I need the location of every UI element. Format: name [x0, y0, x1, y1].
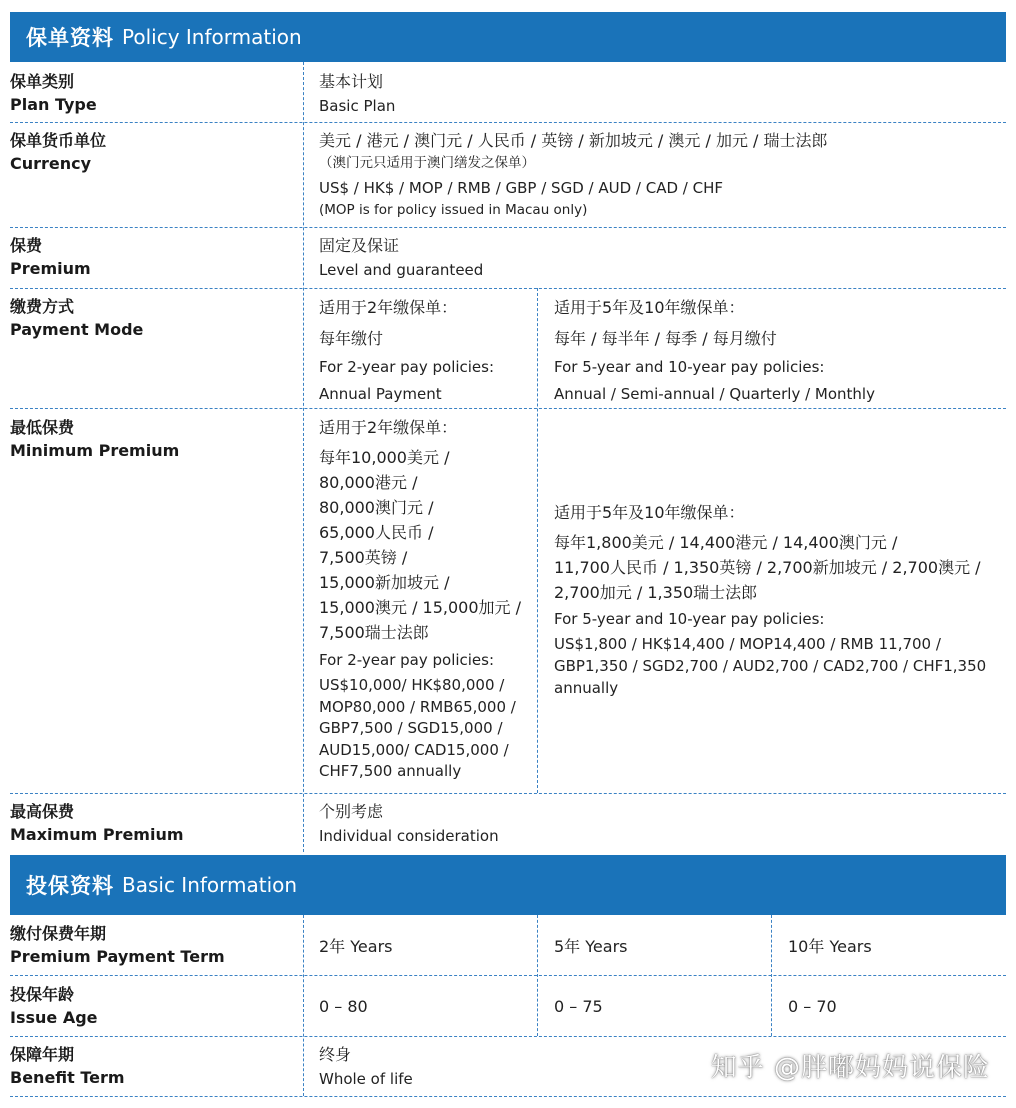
divider	[10, 122, 1006, 123]
payment-term-label: 缴付保费年期 Premium Payment Term	[10, 924, 225, 966]
payment-term-2yr: 2年 Years	[319, 937, 393, 956]
value-line: 15,000澳元 / 15,000加元 /	[319, 598, 522, 617]
payment-mode-label: 缴费方式 Payment Mode	[10, 297, 144, 339]
issue-age-2yr: 0 – 80	[319, 997, 368, 1016]
currency-value: 美元 / 港元 / 澳门元 / 人民币 / 英镑 / 新加坡元 / 澳元 / 加元 / 瑞士法郎 （澳门元只适用于澳门缮发之保单） US$ / HK$ / MOP / RMB / GBP / SGD / AUD / CAD / CHF (MOP is for policy issued in Macau only)	[319, 131, 828, 218]
value-line: US$1,800 / HK$14,400 / MOP14,400 / RMB 11,700 /	[554, 635, 941, 653]
value-line: AUD15,000/ CAD15,000 /	[319, 740, 509, 759]
value-line: 每年10,000美元 /	[319, 448, 450, 467]
watermark-text: 知乎 @胖嘟妈妈说保险	[710, 1053, 990, 1083]
value-line: US$10,000/ HK$80,000 /	[319, 676, 505, 694]
value-line: GBP7,500 / SGD15,000 /	[319, 719, 503, 737]
policy-section-title-zh: 保单资料	[26, 26, 114, 50]
plan-type-value: 基本计划 Basic Plan	[319, 72, 396, 115]
divider	[10, 408, 1006, 409]
column-divider	[537, 915, 538, 1036]
payment-term-10yr: 10年 Years	[788, 937, 872, 956]
currency-label: 保单货币单位 Currency	[10, 131, 107, 173]
basic-section-title-en: Basic Information	[122, 873, 298, 897]
issue-age-label: 投保年龄 Issue Age	[10, 985, 98, 1027]
value-line: 80,000澳门元 /	[319, 498, 434, 517]
minimum-premium-label: 最低保费 Minimum Premium	[10, 418, 180, 460]
minimum-premium-2yr: 适用于2年缴保单： 每年10,000美元 / 80,000港元 / 80,000澳门元 / 65,000人民币 / 7,500英镑 / 15,000新加坡元 / 15,000澳元 / 15,000加元 / 7,500瑞士法郎 For 2-year pay policies: US$10,000/ HK$80,000 / MOP80,000 / RMB65,000 / GBP7,500 / SGD15,000 / AUD15,000/ CAD15,000 / CHF7,500 annually	[319, 415, 534, 783]
column-divider	[537, 288, 538, 793]
payment-term-5yr: 5年 Years	[554, 937, 628, 956]
value-line: GBP1,350 / SGD2,700 / AUD2,700 / CAD2,700 / CHF1,350	[554, 657, 987, 675]
premium-label: 保费 Premium	[10, 236, 91, 278]
value-line: MOP80,000 / RMB65,000 /	[319, 697, 516, 716]
divider	[10, 227, 1006, 228]
divider	[10, 288, 1006, 289]
basic-section-header	[10, 855, 1006, 915]
value-line: 65,000人民币 /	[319, 523, 434, 542]
basic-section-title-zh: 投保资料	[26, 874, 114, 898]
benefit-term-label: 保障年期 Benefit Term	[10, 1045, 125, 1087]
plan-type-label: 保单类别 Plan Type	[10, 72, 97, 114]
value-line: 2,700加元 / 1,350瑞士法郎	[554, 583, 758, 602]
value-line: 每年1,800美元 / 14,400港元 / 14,400澳门元 /	[554, 533, 898, 552]
issue-age-10yr: 0 – 70	[788, 997, 837, 1016]
maximum-premium-value: 个别考虑 Individual consideration	[319, 802, 499, 845]
column-divider	[303, 62, 304, 852]
value-line: 7,500英镑 /	[319, 548, 408, 567]
divider	[10, 975, 1006, 976]
policy-section-title-en: Policy Information	[122, 25, 302, 49]
divider	[10, 793, 1006, 794]
value-line: 80,000港元 /	[319, 473, 418, 492]
benefit-term-value: 终身 Whole of life	[319, 1045, 413, 1088]
premium-value: 固定及保证 Level and guaranteed	[319, 236, 484, 279]
divider	[10, 1096, 1006, 1097]
minimum-premium-5-10yr: 适用于5年及10年缴保单： 每年1,800美元 / 14,400港元 / 14,400澳门元 / 11,700人民币 / 1,350英镑 / 2,700新加坡元 / 2,700澳元 / 2,700加元 / 1,350瑞士法郎 For 5-year and 10-year pay policies: US$1,800 / HK$14,400 / MOP14,400 / RMB 11,700 / GBP1,350 / SGD2,700 / AUD2,700 / CAD2,700 / CHF1,350 annually	[554, 500, 1004, 699]
column-divider	[771, 915, 772, 1036]
value-line: 15,000新加坡元 /	[319, 573, 450, 592]
issue-age-5yr: 0 – 75	[554, 997, 603, 1016]
payment-mode-2yr: 适用于2年缴保单： 每年缴付 For 2-year pay policies: Annual Payment	[319, 298, 495, 403]
payment-mode-5-10yr: 适用于5年及10年缴保单： 每年 / 每半年 / 每季 / 每月缴付 For 5-year and 10-year pay policies: Annual / Semi-annual / Quarterly / Monthly	[554, 298, 875, 403]
column-divider	[303, 915, 304, 1096]
value-line: 7,500瑞士法郎	[319, 623, 429, 642]
value-line: 11,700人民币 / 1,350英镑 / 2,700新加坡元 / 2,700澳元 /	[554, 558, 981, 577]
value-line: annually	[554, 679, 619, 697]
policy-section-header	[10, 12, 1006, 62]
maximum-premium-label: 最高保费 Maximum Premium	[10, 802, 184, 844]
value-line: CHF7,500 annually	[319, 762, 462, 780]
divider	[10, 1036, 1006, 1037]
